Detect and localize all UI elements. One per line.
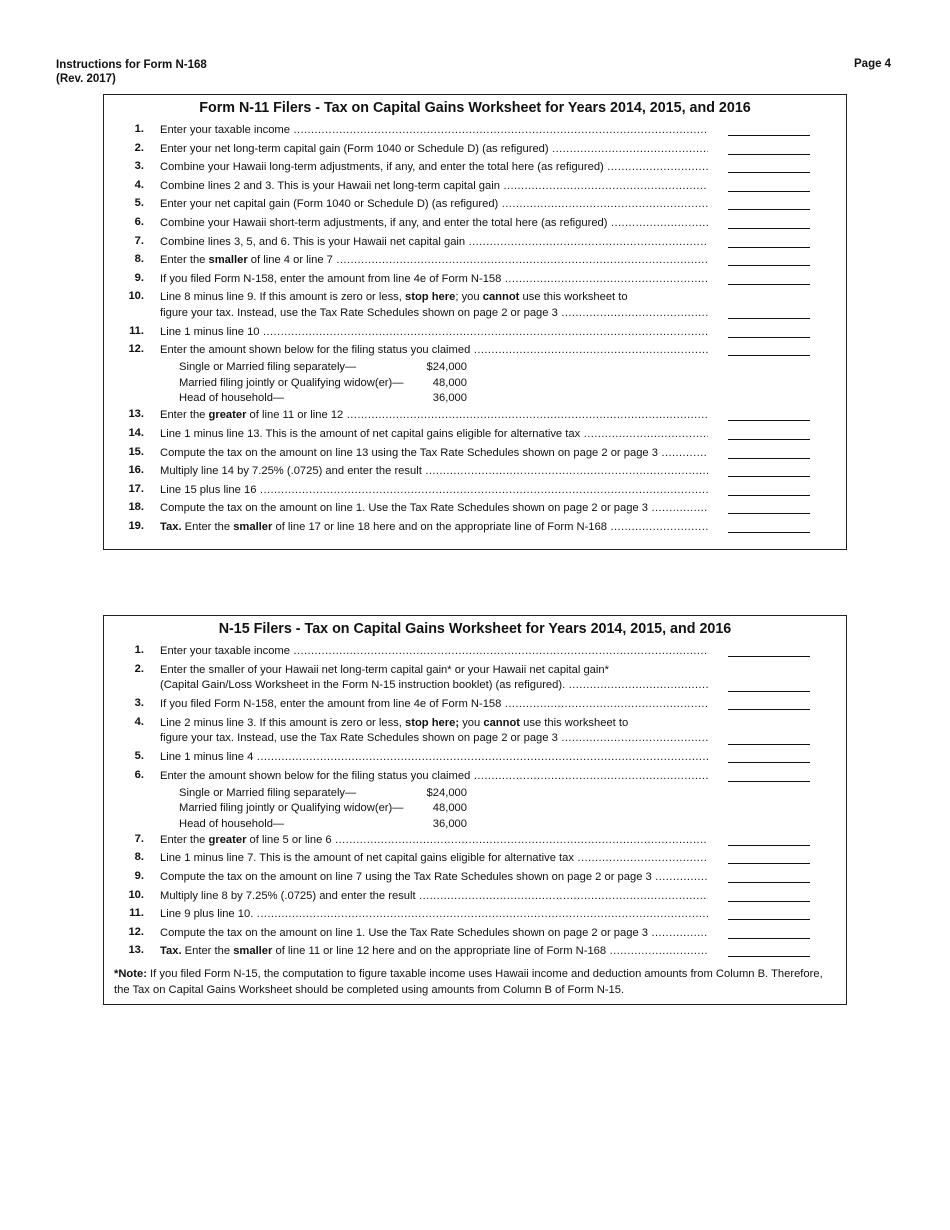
worksheet-title: Form N-11 Filers - Tax on Capital Gains Worksheet for Years 2014, 2015, and 2016 <box>199 100 751 116</box>
line-number: 6. <box>134 215 144 228</box>
line-number: 19. <box>128 520 144 532</box>
filing-status-row <box>179 391 479 407</box>
line-text <box>160 851 708 867</box>
worksheet-line <box>104 642 846 661</box>
worksheet-line <box>104 905 846 924</box>
line-text-row <box>160 644 708 660</box>
worksheet-line <box>104 924 846 943</box>
worksheet-lines <box>104 642 846 961</box>
line-text-bold: stop here <box>405 291 456 304</box>
worksheet-line <box>104 323 846 342</box>
line-text-bold: Tax. <box>160 945 182 958</box>
line-text <box>160 325 708 341</box>
worksheet-note <box>114 966 838 998</box>
line-text-segment: Enter the <box>160 833 209 846</box>
line-text-segment: Line 15 plus line 16 <box>160 483 257 496</box>
worksheet-line <box>104 767 846 831</box>
line-number: 11. <box>129 324 144 337</box>
amount-entry-field[interactable] <box>728 318 810 319</box>
line-text-row <box>160 197 708 213</box>
line-text-row <box>160 520 708 536</box>
line-text-segment: Combine your Hawaii long-term adjustments, if any, and enter the total here (as refigured) <box>160 161 604 174</box>
filing-status-row <box>179 801 479 817</box>
line-text-row <box>160 235 708 251</box>
line-text <box>160 253 708 269</box>
filing-status-amounts <box>179 360 479 407</box>
line-text <box>160 123 708 139</box>
line-text-segment: Enter the <box>181 945 234 958</box>
worksheet-line <box>104 942 846 961</box>
line-text-bold: greater <box>208 409 247 422</box>
filing-status-amount: 36,000 <box>432 817 467 830</box>
form-revision: (Rev. 2017) <box>56 73 116 85</box>
line-text-row <box>160 851 708 867</box>
line-number: 9. <box>134 869 144 882</box>
line-text-segment: Line 2 minus line 3. If this amount is zero or less, <box>160 716 405 729</box>
line-text-segment: If you filed Form N-158, enter the amount from line 4e of Form N-158 <box>160 272 502 285</box>
line-text <box>160 663 708 695</box>
line-text <box>160 501 708 517</box>
line-text-segment: of line 17 or line 18 here and on the appropriate line of Form N-168 <box>272 521 607 533</box>
worksheet-line <box>104 233 846 252</box>
line-text <box>160 272 708 288</box>
line-text-segment: figure your tax. Instead, use the Tax Rate Schedules shown on page 2 or page 3 <box>160 732 558 745</box>
line-text-bold: stop here; <box>405 716 460 729</box>
line-text-segment: Compute the tax on the amount on line 1. Use the Tax Rate Schedules shown on page 2 or page 3 <box>160 502 649 515</box>
line-text <box>160 179 708 195</box>
line-text <box>160 483 708 499</box>
amount-entry-field[interactable] <box>728 513 810 514</box>
amount-entry-field[interactable] <box>728 172 810 173</box>
filing-status-label: Married filing jointly or Qualifying widow(er)— <box>179 376 404 389</box>
line-text <box>160 944 708 960</box>
line-text-segment: Enter your taxable income <box>160 124 290 136</box>
line-text-bold: greater <box>208 833 247 846</box>
line-text-segment: use this worksheet to <box>520 716 629 729</box>
worksheet-line <box>104 518 846 537</box>
worksheet-line <box>104 481 846 500</box>
worksheet-lines <box>104 121 846 537</box>
amount-entry-field[interactable] <box>728 919 810 920</box>
line-text-segment: Line 1 minus line 7. This is the amount of net capital gains eligible for alternative tax <box>160 852 574 865</box>
line-text-bold: cannot <box>483 716 521 729</box>
line-number: 16. <box>128 464 144 477</box>
worksheet-line <box>104 695 846 714</box>
line-text-bold: smaller <box>233 521 273 533</box>
line-number: 1. <box>134 644 144 656</box>
line-text <box>160 464 708 480</box>
line-number: 11. <box>129 907 144 920</box>
amount-entry-field[interactable] <box>728 284 810 285</box>
line-text-segment: ; you <box>455 291 483 304</box>
line-text-segment: Line 8 minus line 9. If this amount is zero or less, <box>160 291 405 304</box>
line-text <box>160 907 708 923</box>
amount-entry-field[interactable] <box>728 744 810 745</box>
line-number: 2. <box>134 662 144 675</box>
line-text <box>160 427 708 443</box>
line-text-bold: Tax. <box>160 521 182 533</box>
amount-entry-field[interactable] <box>728 265 810 266</box>
worksheet-line <box>104 140 846 159</box>
line-text-row <box>160 716 708 732</box>
line-text-row <box>160 889 708 905</box>
line-text <box>160 769 708 785</box>
worksheet-line <box>104 251 846 270</box>
amount-entry-field[interactable] <box>728 656 810 657</box>
note-text: If you filed Form N-15, the computation to figure taxable income uses Hawaii income and deduction amounts from Column B. Therefore, the Tax on Capital Gains Worksheet should be completed using amounts from Column B of Form N-15. <box>114 968 823 996</box>
line-text <box>160 697 708 713</box>
line-number: 13. <box>128 408 144 421</box>
line-text <box>160 343 708 359</box>
line-number: 12. <box>128 343 144 356</box>
line-number: 6. <box>134 768 144 781</box>
amount-entry-field[interactable] <box>728 495 810 496</box>
line-text-segment: of line 4 or line 7 <box>247 254 333 267</box>
amount-entry-field[interactable] <box>728 956 810 957</box>
line-text-row <box>160 253 708 269</box>
note-label: *Note: <box>114 968 147 980</box>
line-text-segment: Combine your Hawaii short-term adjustments, if any, and enter the total here (as refigured) <box>160 216 608 229</box>
line-text-row <box>160 501 708 517</box>
line-text-segment: Line 1 minus line 13. This is the amount of net capital gains eligible for alternative tax <box>160 428 581 441</box>
line-text <box>160 644 708 660</box>
line-text-row <box>160 663 708 679</box>
filing-status-row <box>179 376 479 392</box>
filing-status-amounts <box>179 786 479 833</box>
line-text-row <box>160 216 708 232</box>
line-number: 3. <box>134 697 144 710</box>
line-text <box>160 216 708 232</box>
worksheet-line <box>104 158 846 177</box>
filing-status-label: Single or Married filing separately— <box>179 786 357 799</box>
amount-entry-field[interactable] <box>728 762 810 763</box>
amount-entry-field[interactable] <box>728 532 810 533</box>
line-text-segment: Line 1 minus line 10 <box>160 325 260 338</box>
line-text-segment: of line 11 or line 12 here and on the appropriate line of Form N-168 <box>272 945 607 958</box>
line-text <box>160 520 708 536</box>
amount-entry-field[interactable] <box>728 476 810 477</box>
line-number: 7. <box>134 234 144 247</box>
line-text <box>160 160 708 176</box>
amount-entry-field[interactable] <box>728 938 810 939</box>
line-text-row <box>160 446 708 462</box>
amount-entry-field[interactable] <box>728 209 810 210</box>
line-text-segment: Compute the tax on the amount on line 13 using the Tax Rate Schedules shown on page 2 or page 3 <box>160 446 658 459</box>
line-number: 15. <box>128 445 144 458</box>
line-text <box>160 290 708 322</box>
worksheet-line <box>104 748 846 767</box>
line-text-row <box>160 731 708 747</box>
line-text-segment: Compute the tax on the amount on line 1. Use the Tax Rate Schedules shown on page 2 or page 3 <box>160 926 649 939</box>
line-text <box>160 408 708 424</box>
line-text-segment: use this worksheet to <box>519 291 628 304</box>
line-text-segment: figure your tax. Instead, use the Tax Rate Schedules shown on page 2 or page 3 <box>160 307 558 320</box>
line-number: 8. <box>134 253 144 266</box>
filing-status-amount: 36,000 <box>432 392 467 405</box>
amount-entry-field[interactable] <box>728 709 810 710</box>
line-number: 1. <box>134 123 144 135</box>
line-number: 9. <box>134 271 144 284</box>
line-text-row <box>160 272 708 288</box>
line-text-row <box>160 697 708 713</box>
worksheet-line <box>104 499 846 518</box>
line-text-segment: Multiply line 14 by 7.25% (.0725) and enter the result <box>160 465 422 478</box>
line-text-row <box>160 306 708 322</box>
worksheet-line <box>104 444 846 463</box>
line-text <box>160 889 708 905</box>
amount-entry-field[interactable] <box>728 845 810 846</box>
line-text-row <box>160 769 708 785</box>
worksheet-line <box>104 177 846 196</box>
line-text-bold: cannot <box>482 291 520 304</box>
amount-entry-field[interactable] <box>728 882 810 883</box>
amount-entry-field[interactable] <box>728 154 810 155</box>
line-text-row <box>160 179 708 195</box>
line-text-row <box>160 678 708 694</box>
amount-entry-field[interactable] <box>728 458 810 459</box>
line-number: 5. <box>134 197 144 210</box>
amount-entry-field[interactable] <box>728 863 810 864</box>
worksheet-n15 <box>103 615 847 1005</box>
line-text-segment: Line 9 plus line 10. <box>160 908 254 921</box>
line-text-row <box>160 408 708 424</box>
line-text-segment: Enter the amount shown below for the filing status you claimed <box>160 344 471 357</box>
filing-status-label: Head of household— <box>179 817 285 830</box>
line-text-segment: Enter your taxable income <box>160 645 290 657</box>
line-number: 2. <box>134 141 144 154</box>
line-number: 14. <box>128 427 144 440</box>
amount-entry-field[interactable] <box>728 228 810 229</box>
worksheet-line <box>104 849 846 868</box>
line-text-segment: Line 1 minus line 4 <box>160 751 254 764</box>
line-text <box>160 235 708 251</box>
line-text-bold: smaller <box>208 254 248 267</box>
worksheet-line <box>104 195 846 214</box>
amount-entry-field[interactable] <box>728 420 810 421</box>
line-text-row <box>160 750 708 766</box>
line-text-row <box>160 343 708 359</box>
amount-entry-field[interactable] <box>728 247 810 248</box>
line-number: 18. <box>128 501 144 514</box>
line-text-bold: smaller <box>233 945 273 958</box>
filing-status-amount: 48,000 <box>432 376 467 389</box>
amount-entry-field[interactable] <box>728 191 810 192</box>
filing-status-label: Married filing jointly or Qualifying widow(er)— <box>179 802 404 815</box>
form-header <box>56 58 207 86</box>
line-text-segment: Compute the tax on the amount on line 7 using the Tax Rate Schedules shown on page 2 or page 3 <box>160 870 652 883</box>
line-text <box>160 926 708 942</box>
amount-entry-field[interactable] <box>728 355 810 356</box>
line-number: 5. <box>134 750 144 763</box>
line-text-segment: you <box>459 716 484 729</box>
line-number: 7. <box>134 832 144 845</box>
line-number: 4. <box>134 715 144 728</box>
line-text <box>160 833 708 849</box>
worksheet-line <box>104 425 846 444</box>
line-text-row <box>160 160 708 176</box>
line-text-row <box>160 483 708 499</box>
worksheet-n11 <box>103 94 847 550</box>
line-number: 13. <box>128 944 144 957</box>
line-text <box>160 716 708 748</box>
form-name: Instructions for Form N-168 <box>56 59 207 71</box>
line-text-segment: If you filed Form N-158, enter the amount from line 4e of Form N-158 <box>160 698 502 711</box>
line-number: 10. <box>128 888 144 901</box>
line-text-row <box>160 290 708 306</box>
worksheet-line <box>104 868 846 887</box>
line-text <box>160 870 708 886</box>
filing-status-amount: 48,000 <box>432 802 467 815</box>
filing-status-row <box>179 360 479 376</box>
amount-entry-field[interactable] <box>728 781 810 782</box>
line-number: 12. <box>128 925 144 938</box>
line-text-segment: of line 11 or line 12 <box>246 409 344 422</box>
amount-entry-field[interactable] <box>728 135 810 136</box>
line-text-segment: Enter the amount shown below for the filing status you claimed <box>160 769 471 782</box>
worksheet-line <box>104 270 846 289</box>
line-number: 8. <box>134 851 144 864</box>
worksheet-line <box>104 288 846 323</box>
filing-status-label: Head of household— <box>179 392 285 405</box>
line-number: 3. <box>134 160 144 173</box>
line-text <box>160 197 708 213</box>
line-text-segment: (Capital Gain/Loss Worksheet in the Form N-15 instruction booklet) (as refigured). <box>160 679 566 692</box>
line-text-segment: Enter your net capital gain (Form 1040 or Schedule D) (as refigured) <box>160 198 499 211</box>
worksheet-line <box>104 341 846 406</box>
worksheet-line <box>104 887 846 906</box>
worksheet-line <box>104 661 846 696</box>
line-text-segment: Combine lines 2 and 3. This is your Hawaii net long-term capital gain <box>160 179 500 192</box>
line-number: 4. <box>134 178 144 191</box>
worksheet-line <box>104 831 846 850</box>
line-text-row <box>160 142 708 158</box>
line-text-segment: Enter the smaller of your Hawaii net long-term capital gain* or your Hawaii net capital gain* <box>160 663 609 676</box>
line-text-segment: Enter the <box>181 521 234 533</box>
worksheet-line <box>104 406 846 425</box>
line-text-row <box>160 926 708 942</box>
worksheet-line <box>104 462 846 481</box>
amount-entry-field[interactable] <box>728 901 810 902</box>
line-text-segment: Enter the <box>160 254 209 267</box>
worksheet-title: N-15 Filers - Tax on Capital Gains Worksheet for Years 2014, 2015, and 2016 <box>218 621 732 637</box>
line-text-segment: Enter the <box>160 409 209 422</box>
line-text-row <box>160 907 708 923</box>
filing-status-row <box>179 786 479 802</box>
line-text <box>160 750 708 766</box>
amount-entry-field[interactable] <box>728 439 810 440</box>
page-number: Page 4 <box>854 58 892 70</box>
line-text <box>160 142 708 158</box>
line-number: 17. <box>128 482 144 495</box>
amount-entry-field[interactable] <box>728 691 810 692</box>
line-number: 10. <box>128 290 144 303</box>
line-text <box>160 446 708 462</box>
line-text-row <box>160 833 708 849</box>
worksheet-line <box>104 214 846 233</box>
line-text-segment: Combine lines 3, 5, and 6. This is your Hawaii net capital gain <box>160 235 466 248</box>
worksheet-line <box>104 714 846 749</box>
line-text-row <box>160 123 708 139</box>
line-text-row <box>160 427 708 443</box>
line-text-row <box>160 325 708 341</box>
line-text-row <box>160 870 708 886</box>
worksheet-line <box>104 121 846 140</box>
filing-status-label: Single or Married filing separately— <box>179 361 357 374</box>
line-text-segment: Enter your net long-term capital gain (Form 1040 or Schedule D) (as refigured) <box>160 142 549 155</box>
line-text-segment: Multiply line 8 by 7.25% (.0725) and enter the result <box>160 889 416 902</box>
filing-status-amount: $24,000 <box>426 786 467 799</box>
line-text-segment: of line 5 or line 6 <box>246 833 332 846</box>
line-text-row <box>160 464 708 480</box>
amount-entry-field[interactable] <box>728 337 810 338</box>
line-text-row <box>160 944 708 960</box>
filing-status-amount: $24,000 <box>426 361 467 374</box>
